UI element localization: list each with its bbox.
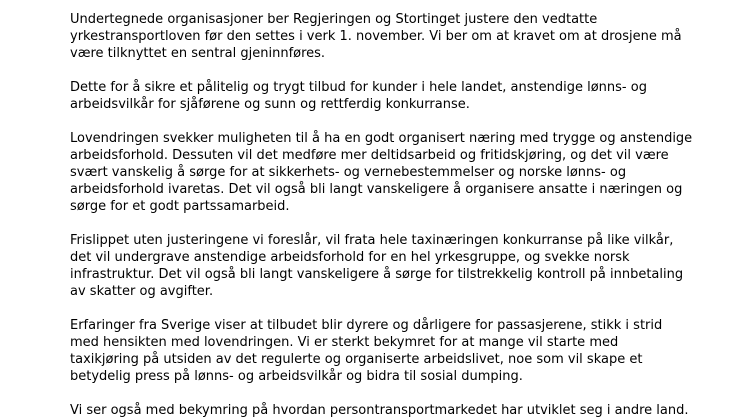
paragraph-2 bbox=[70, 79, 647, 113]
text-line: betydelig press på lønns- og arbeidsvilkår og bidra til sosial dumping. bbox=[70, 369, 523, 384]
paragraph-6 bbox=[70, 402, 689, 419]
text-line: arbeidsforhold. Dessuten vil det medføre mer deltidsarbeid og fritidskjøring, og det vil være bbox=[70, 148, 669, 163]
text-line: yrkestransportloven før den settes i verk 1. november. Vi ber om at kravet om at drosjene må bbox=[70, 29, 682, 44]
text-line: svært vanskelig å sørge for at sikkerhets- og vernebestemmelser og norske lønns- og bbox=[70, 165, 627, 180]
text-line: med hensikten med lovendringen. Vi er sterkt bekymret for at mange vil starte med bbox=[70, 335, 619, 350]
text-line: av skatter og avgifter. bbox=[70, 284, 214, 299]
text-line: Dette for å sikre et pålitelig og trygt tilbud for kunder i hele landet, anstendige lønns- og bbox=[70, 80, 647, 95]
text-line: være tilknyttet en sentral gjeninnføres. bbox=[70, 46, 326, 61]
text-line: Lovendringen svekker muligheten til å ha en godt organisert næring med trygge og anstendige bbox=[70, 131, 693, 146]
paragraph-3 bbox=[70, 130, 692, 215]
text-line: taxikjøring på utsiden av det regulerte og organiserte arbeidslivet, noe som vil skape et bbox=[70, 352, 643, 367]
paragraph-5 bbox=[70, 317, 662, 385]
paragraph-1 bbox=[70, 11, 682, 62]
text-line: Undertegnede organisasjoner ber Regjeringen og Stortinget justere den vedtatte bbox=[70, 12, 598, 27]
text-line: sørge for et godt partssamarbeid. bbox=[70, 199, 290, 214]
text-line: det vil undergrave anstendige arbeidsforhold for en hel yrkesgruppe, og svekke norsk bbox=[70, 250, 630, 265]
text-line: Erfaringer fra Sverige viser at tilbudet blir dyrere og dårligere for passasjerene, stikk i strid bbox=[70, 318, 663, 333]
text-line: Vi ser også med bekymring på hvordan persontransportmarkedet har utviklet seg i andre land. bbox=[70, 403, 689, 418]
text-line: arbeidsvilkår for sjåførene og sunn og rettferdig konkurranse. bbox=[70, 97, 470, 112]
text-line: arbeidsforhold ivaretas. Det vil også bli langt vanskeligere å organisere ansatte i næringen og bbox=[70, 182, 683, 197]
paragraph-4 bbox=[70, 232, 683, 300]
text-line: Frislippet uten justeringene vi foreslår, vil frata hele taxinæringen konkurranse på like vilkår, bbox=[70, 233, 674, 248]
text-line: infrastruktur. Det vil også bli langt vanskeligere å sørge for tilstrekkelig kontroll på innbetaling bbox=[70, 267, 684, 282]
